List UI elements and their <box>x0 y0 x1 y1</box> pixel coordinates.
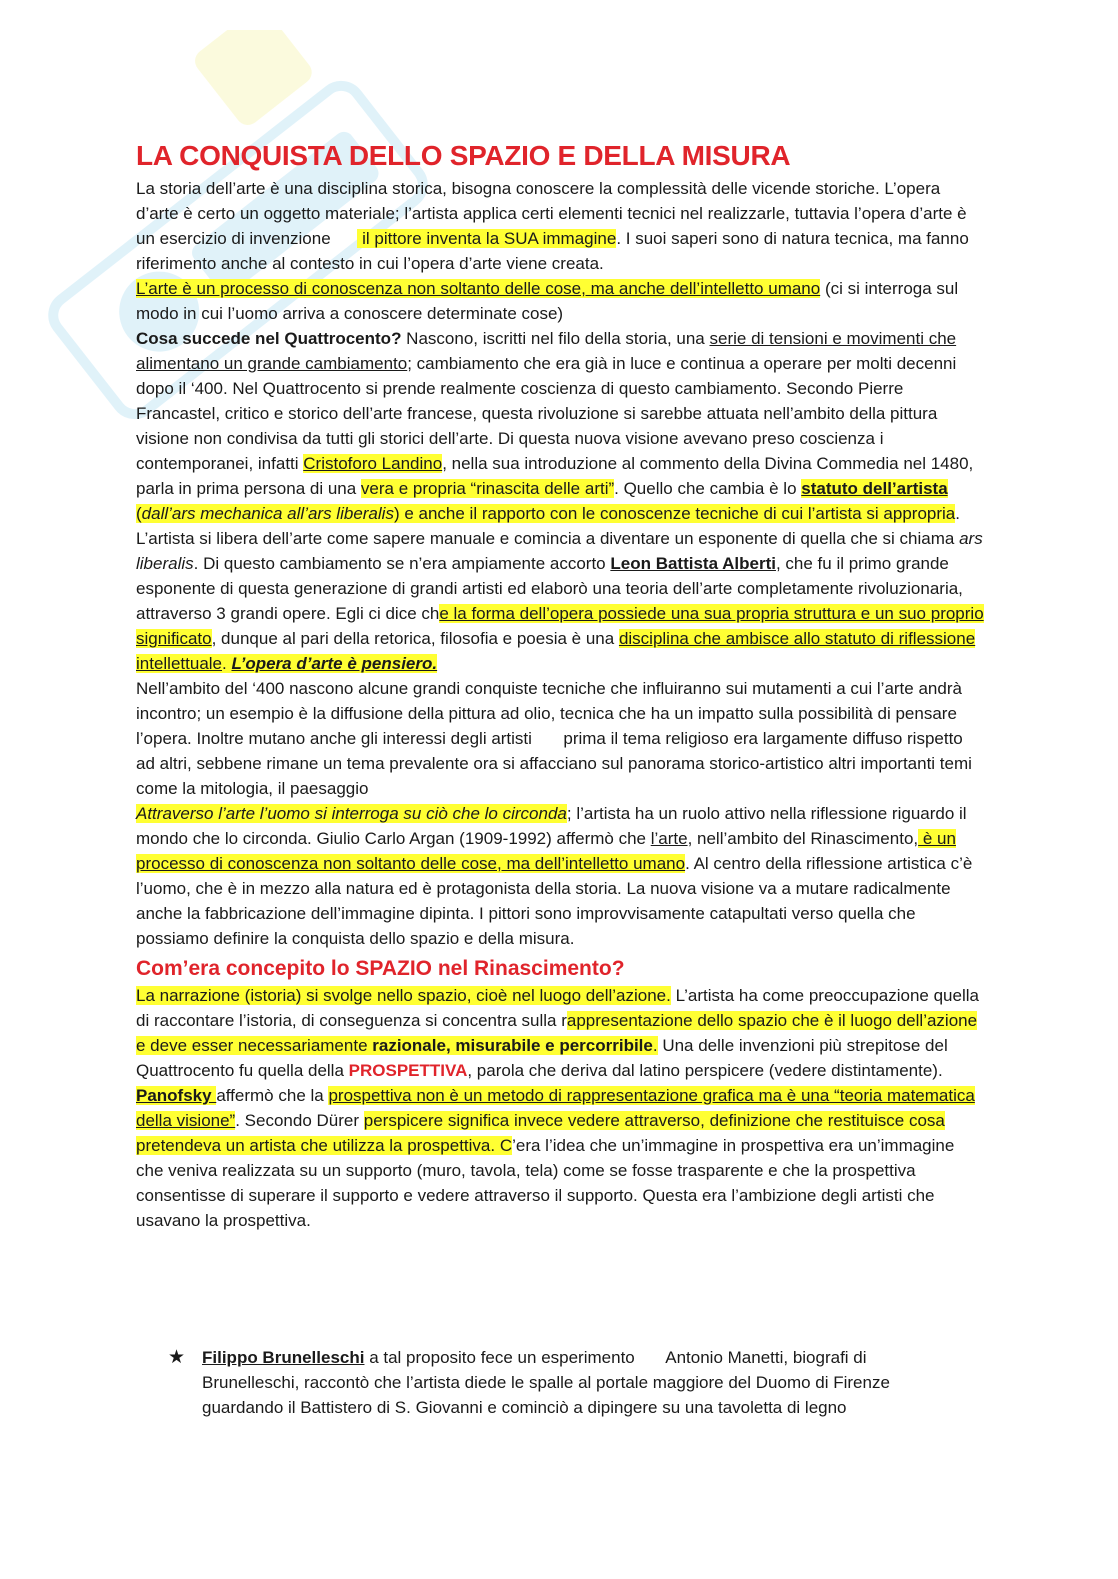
highlight: Attraverso l’arte l’uomo si interroga su ciò che lo circonda <box>136 804 567 823</box>
highlight: . <box>652 1036 658 1055</box>
text: , nella sua introduzione al commento della Divina Commedia nel 1480, parla in prima persona di una <box>136 454 974 498</box>
underlined-text: serie di tensioni e movimenti che alimentano un grande cambiamento <box>136 329 957 373</box>
document-body <box>136 140 986 1233</box>
text: visione non condivisa da tutti gli storici dell’arte. Di questa nuova visione avevano preso coscienza i contemporanei, infatti <box>136 429 884 473</box>
text: ; l’artista ha un ruolo attivo nella riflessione riguardo il mondo che lo circonda. Giulio Carlo Argan (1909-1992) affermò che <box>136 804 967 848</box>
text: . Secondo Dürer <box>235 1111 364 1130</box>
text: affermò che la <box>216 1086 329 1105</box>
highlight: appresentazione dello spazio che è il luogo dell’azione e deve esser necessariamente <box>136 1011 978 1055</box>
highlight: disciplina che ambisce allo statuto di riflessione intellettuale <box>136 629 976 673</box>
paragraph-intro <box>136 176 986 951</box>
highlight: statuto dell’artista <box>801 479 948 498</box>
bullet-item <box>168 1345 968 1420</box>
highlight: dall’ars mechanica all’ars liberalis <box>141 504 394 523</box>
text: ; cambiamento che era già in luce e continua a operare per molti decenni dopo il ‘400. Nel Quattrocento si prende realmente coscienza di questo cambiamento. Secondo Pierre Francastel, critico e storico dell’arte francese, questa rivoluzione si sarebbe attuata nell’ambito della pittura <box>136 354 957 423</box>
bold-name: Filippo Brunelleschi <box>202 1348 365 1367</box>
question-heading: Cosa succede nel Quattrocento? <box>136 329 402 348</box>
highlight: L’opera d’arte è pensiero. <box>231 654 438 673</box>
highlight: ( <box>136 504 142 523</box>
text: L’artista ha come preoccupazione quella di raccontare l’istoria, di conseguenza si concentra sulla r <box>136 986 979 1030</box>
highlight: prospettiva non è un metodo di rappresentazione grafica ma è una “teoria matematica della visione” <box>136 1086 975 1130</box>
highlight: e la forma dell’opera possiede una sua propria struttura e un suo proprio significato <box>136 604 984 648</box>
text: . L’artista si libera dell’arte come sapere manuale e comincia a diventare un esponente di quella che si chiama <box>136 504 960 548</box>
bold-name: Leon Battista Alberti <box>610 554 776 573</box>
text: . I suoi saperi sono di natura tecnica, ma fanno riferimento anche al contesto in cui l’opera d’arte viene creata. <box>136 229 969 273</box>
highlight: Panofsky <box>136 1086 217 1105</box>
highlight: è un processo di conoscenza non soltanto delle cose, ma dell’intelletto umano <box>136 829 956 873</box>
highlight: il pittore inventa la SUA immagine <box>357 229 617 248</box>
text: (ci si interroga sul modo in cui l’uomo arriva a conoscere determinate cose) <box>136 279 959 323</box>
text: . Quello che cambia è lo <box>614 479 802 498</box>
text: , nell’ambito del Rinascimento, <box>687 829 919 848</box>
highlight: razionale, misurabile e percorribile <box>372 1036 653 1055</box>
text: , parola che deriva dal latino perspicere (vedere distintamente). <box>467 1061 943 1080</box>
text: Nell’ambito del ‘400 nascono alcune grandi conquiste tecniche che influiranno sui mutamenti a cui l’arte andrà incontro; un esempio è la diffusione della pittura ad olio, tecnica che ha un impatto sulla possibilità di pensare l’opera. Inoltre mutano anche gli interessi degli artisti <box>136 679 962 748</box>
text: a tal proposito fece un esperimento <box>364 1348 640 1367</box>
text: ’era l’idea che un’immagine in prospettiva era un’immagine che veniva realizzata su un supporto (muro, tavola, tela) come se fosse trasparente e che la prospettiva consentisse di superare il supporto e vedere attraverso il supporto. Questa era l’ambizione degli artisti che usavano la prospettiva. <box>136 1136 955 1230</box>
highlight: vera e propria “rinascita delle arti” <box>360 479 615 498</box>
text: , dunque al pari della retorica, filosofia e poesia è una <box>211 629 619 648</box>
page-title: LA CONQUISTA DELLO SPAZIO E DELLA MISURA <box>136 140 791 171</box>
text: Una delle invenzioni più strepitose del Quattrocento fu quella della <box>136 1036 948 1080</box>
bullet-text <box>202 1345 968 1420</box>
highlight: perspicere significa invece vedere attraverso, definizione che restituisce cosa pretendeva un artista che utilizza la prospettiva. C <box>136 1111 945 1155</box>
star-icon: ★ <box>168 1347 186 1368</box>
underlined-text: l’arte <box>650 829 688 848</box>
text: La storia dell’arte è una disciplina storica, bisogna conoscere la complessità delle vicende storiche. L’opera d’arte è certo un oggetto materiale; l’artista applica certi elementi tecnici nel realizzarle, tuttavia l’opera d’arte è un esercizio di invenzione <box>136 179 967 248</box>
text: Antonio Manetti, biografi di Brunelleschi, raccontò che l’artista diede le spalle al portale maggiore del Duomo di Firenze guardando il Battistero di S. Giovanni e cominciò a dipingere su una tavoletta di legno <box>202 1348 890 1417</box>
text: , che fu il primo grande esponente di questa generazione di grandi artisti ed elaborò una teoria dell’arte completamente rivoluzionaria, attraverso 3 grandi opere. Egli ci dice ch <box>136 554 963 623</box>
paragraph-space <box>136 983 986 1233</box>
text: prima il tema religioso era largamente diffuso rispetto ad altri, sebbene rimane un tema prevalente ora si affacciano sul panorama storico-artistico altri importanti temi come la mitologia, il paesaggio <box>136 729 972 798</box>
keyword-prospettiva: PROSPETTIVA <box>348 1061 468 1080</box>
highlight: L’arte è un processo di conoscenza non soltanto delle cose, ma anche dell’intelletto umano <box>136 279 821 298</box>
text: . Al centro della riflessione artistica c’è l’uomo, che è in mezzo alla natura ed è protagonista della storia. La nuova visione va a mutare radicalmente anche la fabbricazione dell’immagine dipinta. I pittori sono improvvisamente catapultati verso quella che possiamo definire la conquista dello spazio e della misura. <box>136 854 973 948</box>
section-heading: Com’era concepito lo SPAZIO nel Rinascimento? <box>136 957 625 980</box>
highlight: . <box>222 654 232 673</box>
italic-text: ars liberalis <box>136 529 983 573</box>
highlight: Cristoforo Landino <box>303 454 443 473</box>
highlight: ) e anche il rapporto con le conoscenze tecniche di cui l’artista si appropria <box>393 504 956 523</box>
highlight: La narrazione (istoria) si svolge nello spazio, cioè nel luogo dell’azione. <box>136 986 671 1005</box>
text: . Di questo cambiamento se n’era ampiamente accorto <box>193 554 611 573</box>
text: Nascono, iscritti nel filo della storia, una <box>401 329 710 348</box>
